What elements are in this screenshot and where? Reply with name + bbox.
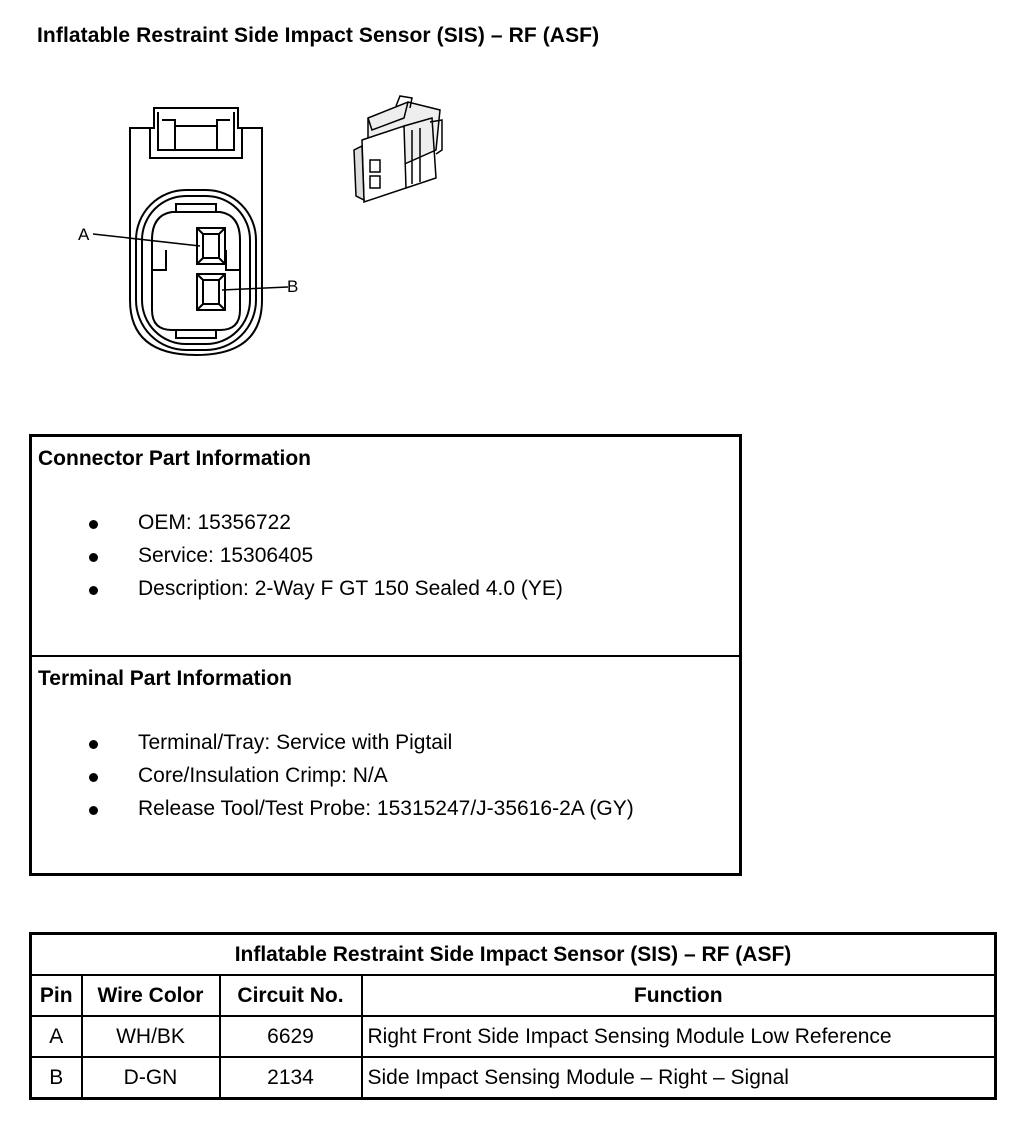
leader-line-a: [93, 234, 200, 246]
pin-table: [29, 932, 997, 1100]
column-header-wire-color: Wire Color: [82, 975, 220, 1016]
cell-circuit-no: 2134: [220, 1057, 362, 1099]
terminal-b-cavity: [197, 274, 225, 310]
pin-table-title: Inflatable Restraint Side Impact Sensor (SIS) – RF (ASF): [31, 934, 996, 976]
bullet-icon: [89, 586, 98, 595]
bullet-icon: [89, 773, 98, 782]
cell-circuit-no: 6629: [220, 1016, 362, 1057]
pin-label-a: A: [78, 225, 90, 244]
page-title: Inflatable Restraint Side Impact Sensor (SIS) – RF (ASF): [37, 24, 600, 47]
terminal-a-cavity: [197, 228, 225, 264]
cell-wire-color: D-GN: [82, 1057, 220, 1099]
bullet-icon: [89, 740, 98, 749]
table-header-row: [31, 975, 996, 1016]
table-row: [31, 1016, 996, 1057]
column-header-pin: Pin: [31, 975, 82, 1016]
bullet-icon: [89, 520, 98, 529]
column-header-function: Function: [362, 975, 996, 1016]
column-header-circuit-no: Circuit No.: [220, 975, 362, 1016]
bullet-icon: [89, 553, 98, 562]
cell-function: Right Front Side Impact Sensing Module Low Reference: [362, 1016, 996, 1057]
cell-pin: A: [31, 1016, 82, 1057]
pin-label-b: B: [287, 277, 299, 296]
bullet-icon: [89, 806, 98, 815]
connector-isometric-sketch: [354, 96, 442, 202]
connector-info-heading: Connector Part Information: [38, 447, 312, 470]
cell-wire-color: WH/BK: [82, 1016, 220, 1057]
table-row: [31, 1057, 996, 1099]
cell-function: Side Impact Sensing Module – Right – Signal: [362, 1057, 996, 1099]
connector-info-section: Connector Part Information OEM: 15356722 Service: 15306405 Description: 2-Way F GT 150 Sealed 4.0 (YE): [32, 437, 739, 657]
terminal-info-heading: Terminal Part Information: [38, 667, 292, 690]
cell-pin: B: [31, 1057, 82, 1099]
part-info-box: [29, 434, 742, 876]
connector-diagram: [0, 0, 1024, 420]
terminal-info-section: Terminal Part Information Terminal/Tray: Service with Pigtail Core/Insulation Crimp: N/A Release Tool/Test Probe: 15315247/J-35616-2A (GY): [38, 667, 634, 820]
